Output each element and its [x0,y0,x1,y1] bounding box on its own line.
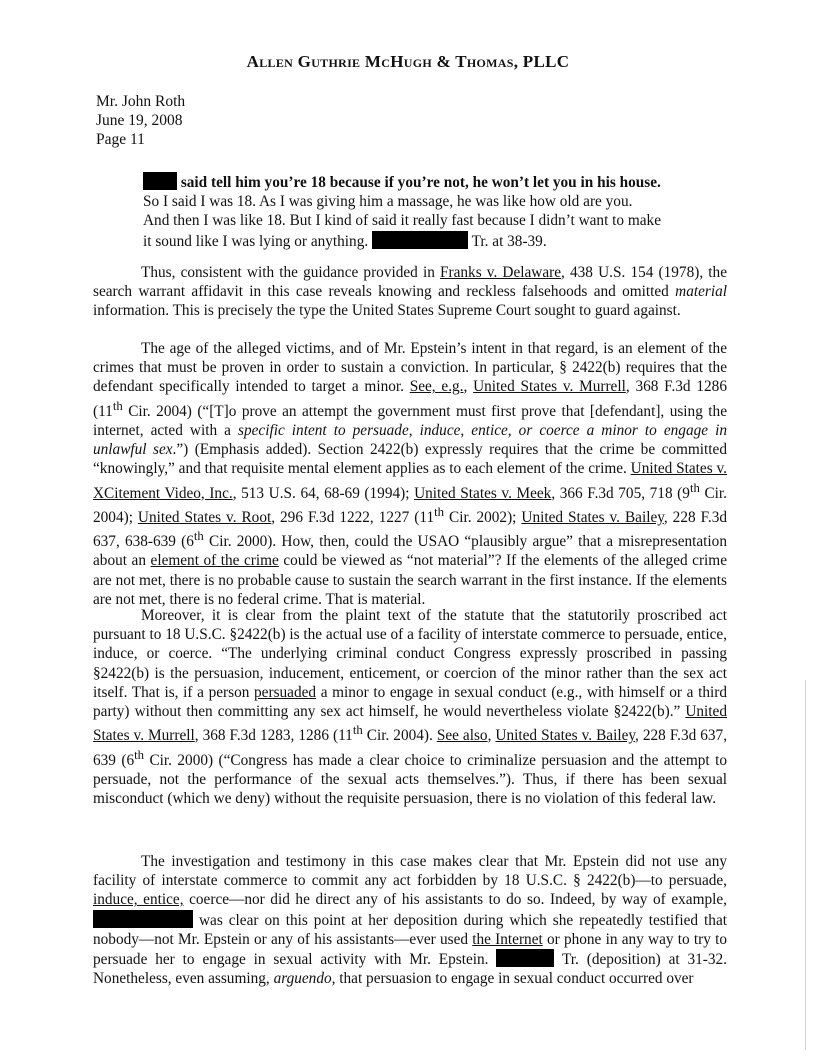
emphasis-text: specific intent to persuade, induce, entice, or coerce a minor to engage in unlawful sex [93,421,727,459]
text-run: Cir. 2004) (“[T]o prove an attempt the government must first prove that [defendant], using the internet, acted with a [93,402,727,439]
ordinal-suffix: th [689,480,700,495]
case-citation: United States v. Meek [414,484,552,502]
firm-letterhead: Allen Guthrie McHugh & Thomas, PLLC [246,52,570,71]
text-run: , 296 F.3d 1222, 1227 (11 [271,508,435,526]
text-run: , 368 F.3d 1283, 1286 (11 [194,727,353,745]
ordinal-suffix: th [352,723,363,738]
paragraph-franks [93,263,727,321]
scan-edge-line [805,680,806,1050]
quote-line-4-text: it sound like I was lying or anything. [143,232,369,250]
text-run: Cir. 2000) (“Congress has made a clear choice to criminalize persuasion and the attempt to persuade, not the performance of the sexual acts themselves.”). Thus, if there has been sexual misconduct (which we deny) without the requisite persuasion, there is no violation of this federal law. [93,751,727,808]
case-citation: Franks v. Delaware [440,264,562,281]
text-run: Thus, consistent with the guidance provided in [141,264,441,281]
ordinal-suffix: th [134,747,145,762]
text-run: , 366 F.3d 705, 718 (9 [551,484,690,502]
emphasis-text: arguendo, [273,970,336,988]
quote-bold-text: said tell him you’re 18 because if you’re not, he won’t let you in his house. [180,174,661,191]
text-run: a minor to engage in sexual conduct (e.g., with himself or a third party) without then committing any sex act himself, he would nevertheless violate §2422(b).” [93,683,727,721]
text-run: information. This is precisely the type the United States Supreme Court sought to guard against. [93,302,681,320]
underlined-phrase: element of the crime [150,552,279,570]
text-run: , 438 U.S. 154 (1978), the search warrant affidavit in this case reveals knowing and reckless falsehoods and omitted [93,264,727,301]
page-number: Page 11 [96,131,145,148]
redaction-box [93,910,193,928]
text-run: , [463,378,474,396]
paragraph-statute-text [93,606,727,808]
quote-line-1 [143,172,677,192]
redaction-box [143,172,177,190]
text-run: , 513 U.S. 64, 68-69 (1994); [232,484,415,502]
text-run: or phone in any way to try to persuade her to engage in sexual activity with Mr. Epstein. [93,930,727,969]
text-run: Cir. 2002); [444,508,522,526]
quote-citation: Tr. at 38-39. [471,232,547,250]
ordinal-suffix: th [112,398,123,413]
address-block [96,92,185,149]
quote-line-3: And then I was like 18. But I kind of said it really fast because I didn’t want to make [143,212,661,230]
ordinal-suffix: th [434,504,445,519]
text-run: The age of the alleged victims, and of Mr. Epstein’s intent in that regard, is an element of the crimes that must be proven in order to sustain a conviction. In particular, § 2422(b) requires that the defendant specifically intended to target a minor. [93,340,727,396]
case-citation: United States v. Root [137,508,272,526]
signal-citation: See, e.g. [409,378,464,396]
redaction-box [372,231,468,249]
case-citation: United States v. Bailey [521,508,664,526]
case-citation: United States v. Murrell [93,703,727,745]
text-run: , 228 F.3d 637, 638-639 (6 [93,508,728,551]
text-run: coerce—nor did he direct any of his assistants to do so. Indeed, by way of example, [183,891,727,909]
case-citation: United States v. Bailey [495,727,636,745]
text-run: Tr. (deposition) at 31-32. Nonetheless, even assuming, [93,951,728,988]
text-run: , [487,727,496,745]
text-run: The investigation and testimony in this case makes clear that Mr. Epstein did not use any facility of interstate commerce to commit any act forbidden by 18 U.S.C. § 2422(b)—to persuade, [93,853,727,890]
emphasis-text: material [675,283,727,301]
signal-citation: See also [436,727,488,745]
text-run: could be viewed as “not material”? If the elements of the alleged crime are not met, there is no probable cause to sustain the search warrant in the first instance. If the elements are not met, there is no federal crime. That is material. [93,552,727,608]
text-run: was clear on this point at her deposition during which she repeatedly testified that nobody—not Mr. Epstein or any of his assistants—ever used [93,911,727,948]
paragraph-investigation [93,852,727,988]
text-run: , 368 F.3d 1286 (11 [93,378,727,420]
text-run: Cir. 2000). How, then, could the USAO “plausibly argue” that a misrepresentation about an [93,533,727,570]
text-run: that persuasion to engage in sexual conduct occurred over [335,970,694,988]
text-run: Moreover, it is clear from the plaint text of the statute that the statutorily proscribed act pursuant to 18 U.S.C. §2422(b) is the actual use of a facility of interstate commerce to persuade, entice, induce, or coerce. “The underlying criminal conduct Congress expressly proscribed in passing §2422(b) is the persuasion, inducement, enticement, or coercion of the minor rather than the sex act itself. That is, if a person [93,607,727,701]
text-run: , 228 F.3d 637, 639 (6 [93,727,728,769]
ordinal-suffix: th [193,529,204,544]
case-citation: United States v. XCitement Video, Inc. [93,460,727,502]
underlined-phrase: the Internet [472,930,543,948]
quote-line-4 [143,231,677,251]
letter-date: June 19, 2008 [96,112,183,129]
recipient-name: Mr. John Roth [96,93,186,110]
quote-line-2: So I said I was 18. As I was giving him a massage, he was like how old are you. [143,193,633,211]
case-citation: United States v. Murrell [473,378,626,396]
redaction-box [496,949,554,967]
testimony-quote [143,172,677,251]
paragraph-intent-element [93,339,727,609]
text-run: .”) (Emphasis added). Section 2422(b) expressly requires that the crime be committed “knowingly,” and that requisite mental element applies as to each element of the crime. [93,441,727,478]
underlined-phrase: induce, entice, [93,891,184,909]
underlined-word: persuaded [254,683,317,701]
text-run: Cir. 2004). [362,727,437,745]
text-run: Cir. 2004); [93,484,727,526]
